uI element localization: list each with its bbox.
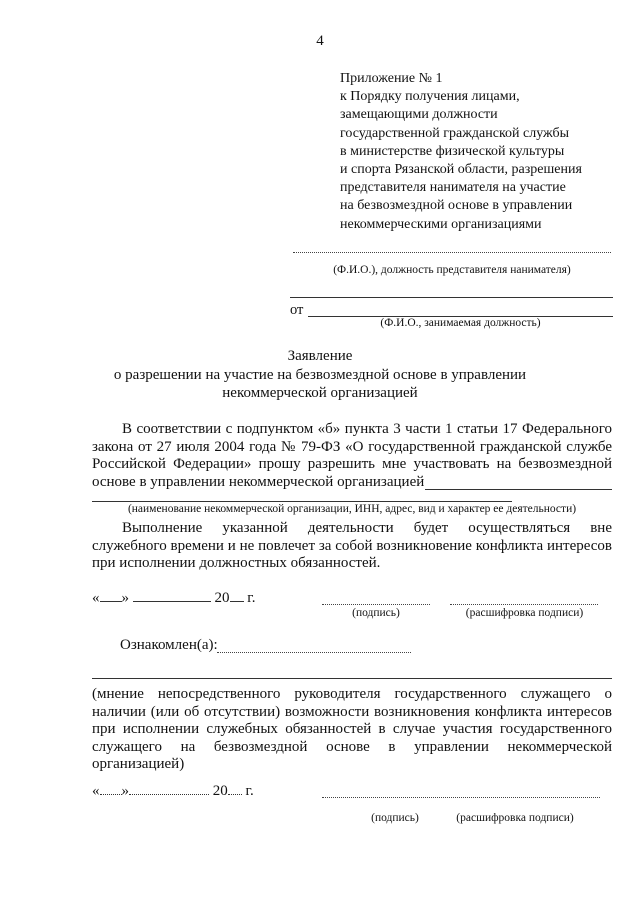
org-caption: (наименование некоммерческой организации, ИНН, адрес, вид и характер ее деятельности) xyxy=(127,503,577,515)
request-paragraph xyxy=(92,421,612,491)
date-open-quote: « xyxy=(92,783,100,799)
year-suffix: г. xyxy=(247,590,256,606)
appendix-line: Приложение № 1 xyxy=(340,71,443,86)
familiarized-line[interactable] xyxy=(217,652,411,653)
paragraph-line: организацией) xyxy=(92,756,185,773)
addressee-line-2[interactable] xyxy=(290,297,613,298)
year-blank[interactable] xyxy=(230,601,244,602)
paragraph-line: при исполнении должностных обязанностей. xyxy=(92,555,381,571)
paragraph-line: наличии (или об отсутствии) возможности возникновения конфликта интересов xyxy=(92,703,612,720)
paragraph-line: (мнение непосредственного руководителя государственного служащего о xyxy=(92,686,612,702)
paragraph-line: служебного времени и не повлечет за собой возникновение конфликта интересов xyxy=(92,537,612,554)
org-input-line-2[interactable] xyxy=(92,501,512,502)
paragraph-line: Выполнение указанной деятельности будет осуществляться вне xyxy=(122,520,612,536)
day-blank[interactable] xyxy=(100,794,122,795)
date-close-quote: » xyxy=(121,590,129,606)
appendix-line: некоммерческими организациями xyxy=(340,216,542,232)
appendix-line: представителя нанимателя на участие xyxy=(340,180,566,196)
paragraph-line: основе в управлении некоммерческой организацией xyxy=(92,473,425,490)
paragraph-line: Российской Федерации» прошу разрешить мне участвовать на безвозмездной xyxy=(92,456,612,472)
date-close-quote: » xyxy=(121,783,129,799)
day-blank[interactable] xyxy=(100,601,122,602)
date-open-quote: « xyxy=(92,590,100,606)
paragraph-line: закона от 27 июля 2004 года № 79-ФЗ «О государственной гражданской службе xyxy=(92,438,612,455)
document-title: Заявление xyxy=(287,348,353,364)
signature-line-2[interactable] xyxy=(322,797,600,798)
from-label: от xyxy=(290,302,304,318)
from-caption: (Ф.И.О., занимаемая должность) xyxy=(380,317,541,329)
addressee-caption: (Ф.И.О.), должность представителя нанимателя) xyxy=(333,264,571,276)
familiarized-label: Ознакомлен(а): xyxy=(120,637,218,653)
addressee-line[interactable] xyxy=(293,252,611,253)
org-input-line[interactable] xyxy=(425,489,612,490)
year-suffix: г. xyxy=(245,783,254,799)
opinion-line[interactable] xyxy=(92,678,612,679)
appendix-line: в министерстве физической культуры xyxy=(340,143,565,159)
decode-caption-1: (расшифровка подписи) xyxy=(465,607,584,619)
document-subtitle-line-1: о разрешении на участие на безвозмездной основе в управлении xyxy=(113,367,527,383)
page-number: 4 xyxy=(316,33,324,49)
year-prefix: 20 xyxy=(212,783,228,799)
decode-caption-2: (расшифровка подписи) xyxy=(456,812,574,824)
appendix-line: на безвозмездной основе в управлении xyxy=(340,198,573,214)
appendix-block xyxy=(340,70,630,234)
signature-caption-2: (подпись) xyxy=(371,812,419,824)
decode-line-1[interactable] xyxy=(450,604,598,605)
month-blank[interactable] xyxy=(129,794,209,795)
signature-line-1[interactable] xyxy=(322,604,430,605)
appendix-line: замещающими должности xyxy=(340,107,498,123)
paragraph-line: при исполнении служебных обязанностей в случае участия государственного xyxy=(92,721,612,738)
appendix-line: государственной гражданской службы xyxy=(340,125,570,141)
year-blank[interactable] xyxy=(228,794,242,795)
notice-paragraph xyxy=(92,520,612,573)
signature-caption-1: (подпись) xyxy=(352,607,400,619)
appendix-line: и спорта Рязанской области, разрешения xyxy=(340,162,582,178)
paragraph-line: В соответствии с подпунктом «б» пункта 3 части 1 статьи 17 Федерального xyxy=(122,421,612,437)
appendix-line: к Порядку получения лицами, xyxy=(340,89,520,105)
month-blank[interactable] xyxy=(133,601,211,602)
document-subtitle-line-2: некоммерческой организацией xyxy=(222,385,418,401)
date-field-2[interactable] xyxy=(92,783,254,800)
paragraph-line: служащего на безвозмездной основе в управлении некоммерческой xyxy=(92,738,612,755)
year-prefix: 20 xyxy=(214,590,230,606)
date-field-1[interactable] xyxy=(92,590,255,607)
opinion-paragraph xyxy=(92,686,612,774)
